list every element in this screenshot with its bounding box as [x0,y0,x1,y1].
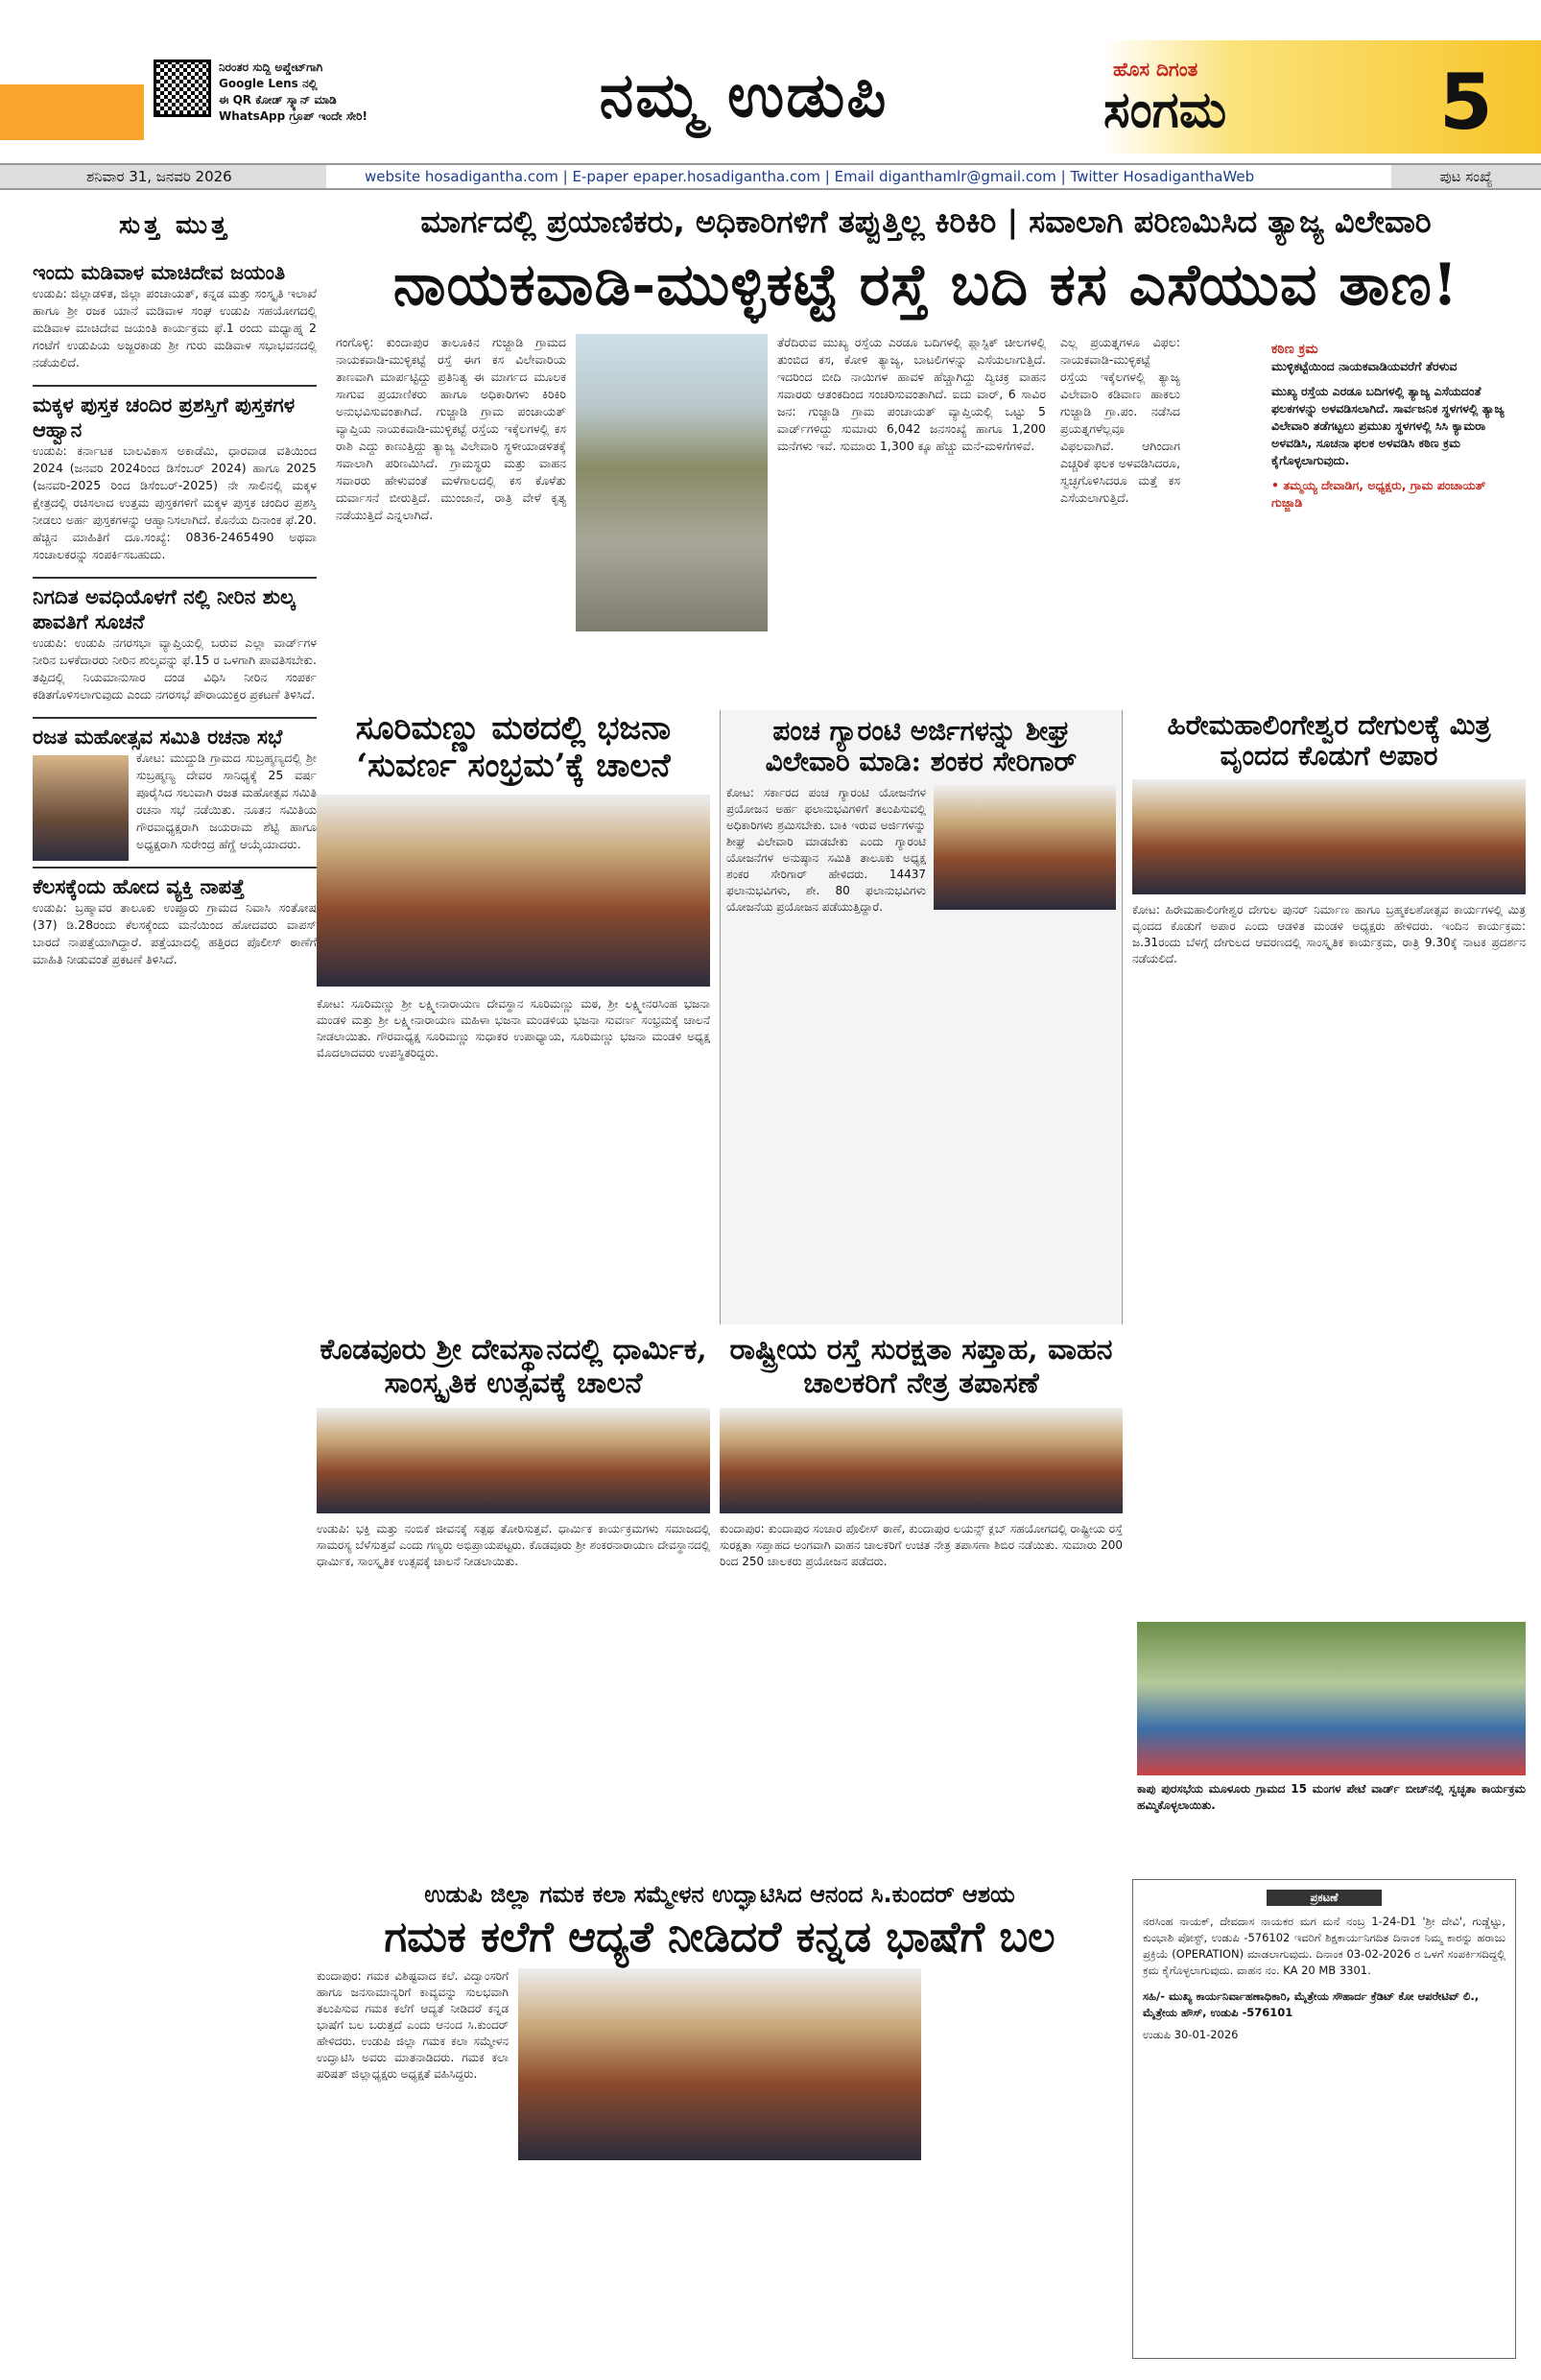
article-body: ಕೋಟ: ಸೂರಿಮಣ್ಣು ಶ್ರೀ ಲಕ್ಷ್ಮೀನಾರಾಯಣ ದೇವಸ್ಥಾನ ಸೂರಿಮಣ್ಣು ಮಠ, ಶ್ರೀ ಲಕ್ಷ್ಮೀನರಸಿಂಹ ಭಜನಾ ಮಂಡಳಿ ಮತ್ತು ಶ್ರೀ ಲಕ್ಷ್ಮೀನಾರಾಯಣ ಮಹಿಳಾ ಭಜನಾ ಮಂಡಳಿಯ ಭಜನಾ ಸುವರ್ಣ ಸಂಭ್ರಮಕ್ಕೆ ಚಾಲನೆ ನೀಡಲಾಯಿತು. ಗೌರವಾಧ್ಯಕ್ಷ ಸೂರಿಮಣ್ಣು ಸುಧಾಕರ ಉಪಾಧ್ಯಾಯ, ಸೂರಿಮಣ್ಣು ಭಜನಾ ಮಂಡಳಿ ಅಧ್ಯಕ್ಷ ಮೊದಲಾದವರು ಉಪಸ್ಥಿತರಿದ್ದರು. [317,997,710,1060]
issue-date: ಶನಿವಾರ 31, ಜನವರಿ 2026 [0,165,326,188]
sidebar-body: ಮುಖ್ಯ ರಸ್ತೆಯ ಎರಡೂ ಬದಿಗಳಲ್ಲಿ ತ್ಯಾಜ್ಯ ಎಸೆಯದಂತೆ ಫಲಕಗಳನ್ನು ಅಳವಡಿಸಲಾಗಿದೆ. ಸಾರ್ವಜನಿಕ ಸ್ಥಳಗಳಲ್ಲಿ ತ್ಯಾಜ್ಯ ವಿಲೇವಾರಿ ತಡೆಗಟ್ಟಲು ಪ್ರಮುಖ ಸ್ಥಳಗಳಲ್ಲಿ ಸಿಸಿ ಕ್ಯಾಮರಾ ಅಳವಡಿಸಿ, ಸೂಚನಾ ಫಲಕ ಅಳವಡಿಸಿ ಕಠಿಣ ಕ್ರಮ ಕೈಗೊಳ್ಳಲಾಗುವುದು. [1271,384,1505,467]
page-label: ಪುಟ ಸಂಖ್ಯೆ [1391,165,1541,188]
column-header: ಸುತ್ತ ಮುತ್ತ [118,211,231,240]
public-notice [1132,1879,1516,2359]
person-photo [33,755,129,861]
article-photo [518,1968,921,2160]
brief-title: ರಜತ ಮಹೋತ್ಸವ ಸಮಿತಿ ರಚನಾ ಸಭೆ [33,717,317,750]
article-headline: ಗಮಕ ಕಲೆಗೆ ಆದ್ಯತೆ ನೀಡಿದರೆ ಕನ್ನಡ ಭಾಷೆಗೆ ಬಲ [384,1913,1055,1962]
notice-signature: ಸಹಿ/- ಮುಖ್ಯ ಕಾರ್ಯನಿರ್ವಾಹಣಾಧಿಕಾರಿ, ಮೈತ್ರೇಯ ಸೌಹಾರ್ದ ಕ್ರೆಡಿಟ್ ಕೋ ಆಪರೇಟಿವ್ ಲಿ., ಮೈತ್ರೇಯ ಹೌಸ್, ಉಡುಪಿ -576101 [1143,1989,1480,2019]
article-body: ಕೋಟ: ಸರ್ಕಾರದ ಪಂಚ ಗ್ಯಾರಂಟಿ ಯೋಜನೆಗಳ ಪ್ರಯೋಜನ ಅರ್ಹ ಫಲಾನುಭವಿಗಳಿಗೆ ತಲುಪಿಸುವಲ್ಲಿ ಅಧಿಕಾರಿಗಳು ಶ್ರಮಿಸಬೇಕು. ಬಾಕಿ ಇರುವ ಅರ್ಜಿಗಳನ್ನು ಶೀಘ್ರ ವಿಲೇವಾರಿ ಮಾಡಬೇಕು ಎಂದು ಗ್ಯಾರಂಟಿ ಯೋಜನೆಗಳ ಅನುಷ್ಠಾನ ಸಮಿತಿ ತಾಲೂಕು ಅಧ್ಯಕ್ಷ ಶಂಕರ ಸೇರಿಗಾರ್ ಹೇಳಿದರು. 14437 ಫಲಾನುಭವಿಗಳು, ಶೇ. 80 ಫಲಾನುಭವಿಗಳು ಯೋಜನೆಯ ಪ್ರಯೋಜನ ಪಡೆಯುತ್ತಿದ್ದಾರೆ. [726,786,926,915]
article-photo [1132,779,1526,894]
orange-bar [0,84,144,140]
brief-body: ಉಡುಪಿ: ಉಡುಪಿ ನಗರಸಭಾ ವ್ಯಾಪ್ತಿಯಲ್ಲಿ ಬರುವ ಎಲ್ಲಾ ವಾರ್ಡ್‌ಗಳ ನೀರಿನ ಬಳಕೆದಾರರು ನೀರಿನ ಶುಲ್ಕವನ್ನು ಫೆ.15 ರ ಒಳಗಾಗಿ ಪಾವತಿಸಬೇಕು. ತಪ್ಪಿದಲ್ಲಿ ನಿಯಮಾನುಸಾರ ದಂಡ ವಿಧಿಸಿ ನೀರಿನ ಸಂಪರ್ಕ ಕಡಿತಗೊಳಿಸಲಾಗುವುದು ಎಂದು ನಗರಸಭೆ ಪೌರಾಯುಕ್ತರ ಪ್ರಕಟಣೆ ತಿಳಿಸಿದೆ. [33,635,317,702]
qr-code-icon[interactable] [154,60,211,117]
notice-body: ನರಸಿಂಹ ನಾಯಕ್, ದೇವದಾಸ ನಾಯಕರ ಮಗ ಮನೆ ನಂಬ್ರ 1-24-D1 'ಶ್ರೀ ದೇವಿ', ಗುಡ್ಡೆಟ್ಟು, ಕುಂಭಾಶಿ ಪೋಸ್ಟ್, ಉಡುಪಿ -576102 ಇವರಿಗೆ ಶಿಕ್ಷಕಾರ್ಯನಿಗದಿತ ದಿನಾಂಕ ನಿಮ್ಮ ಕಾರನ್ನು ಹರಾಜು ಪ್ರಕ್ರಿಯೆ (OPERATION) ಮಾಡಲಾಗುವುದು. ದಿನಾಂಕ 03-02-2026 ರ ಒಳಗೆ ಸಂಪರ್ಕಿಸದಿದ್ದಲ್ಲಿ ಕ್ರಮ ಕೈಗೊಳ್ಳಲಾಗುವುದು. ವಾಹನ ನಂ. KA 20 MB 3301. [1143,1915,1505,1977]
lead-kicker: ಮಾರ್ಗದಲ್ಲಿ ಪ್ರಯಾಣಿಕರು, ಅಧಿಕಾರಿಗಳಿಗೆ ತಪ್ಪುತ್ತಿಲ್ಲ ಕಿರಿಕಿರಿ | ಸವಾಲಾಗಿ ಪರಿಣಮಿಸಿದ ತ್ಯಾಜ್ಯ ವಿಲೇವಾರಿ [420,203,1432,240]
info-strip [0,163,1541,190]
brief-body: ಕೋಟ: ಮುದ್ದುಡಿ ಗ್ರಾಮದ ಸುಬ್ರಹ್ಮಣ್ಯದಲ್ಲಿ ಶ್ರೀ ಸುಬ್ರಹ್ಮಣ್ಯ ದೇವರ ಸಾನಿಧ್ಯಕ್ಕೆ 25 ವರ್ಷ ಪೂರೈಸಿದ ಸಲುವಾಗಿ ರಜತ ಮಹೋತ್ಸವ ಸಮಿತಿ ರಚನಾ ಸಭೆ ನಡೆಯಿತು. ನೂತನ ಸಮಿತಿಯ ಗೌರವಾಧ್ಯಕ್ಷರಾಗಿ ಜಯರಾಮ ಶೆಟ್ಟಿ ಹಾಗೂ ಅಧ್ಯಕ್ಷರಾಗಿ ಸುರೇಂದ್ರ ಹೆಗ್ಡೆ ಆಯ್ಕೆಯಾದರು. [136,750,317,851]
article-headline: ಹಿರೇಮಹಾಲಿಂಗೇಶ್ವರ ದೇಗುಲಕ್ಕೆ ಮಿತ್ರ ವೃಂದದ ಕೊಡುಗೆ ಅಪಾರ [1167,710,1491,773]
lead-headline: ನಾಯಕವಾಡಿ-ಮುಳ್ಳಿಕಟ್ಟೆ ರಸ್ತೆ ಬದಿ ಕಸ ಎಸೆಯುವ ತಾಣ! [392,251,1459,319]
contact-links[interactable]: website hosadigantha.com | E-paper epaper.hosadigantha.com | Email diganthamlr@gmail.com | Twitter HosadiganthaWeb [365,168,1255,185]
section-title: ಸಂಗಮ [1103,81,1227,139]
article-body: ಕುಂದಾಪುರ: ಗಮಕ ವಿಶಿಷ್ಟವಾದ ಕಲೆ. ವಿದ್ವಾಂಸರಿಗೆ ಹಾಗೂ ಜನಸಾಮಾನ್ಯರಿಗೆ ಕಾವ್ಯವನ್ನು ಸುಲಭವಾಗಿ ತಲುಪಿಸುವ ಗಮಕ ಕಲೆಗೆ ಆದ್ಯತೆ ನೀಡಿದರೆ ಕನ್ನಡ ಭಾಷೆಗೆ ಬಲ ಬರುತ್ತದೆ ಎಂದು ಆನಂದ ಸಿ.ಕುಂದರ್ ಹೇಳಿದರು. ಉಡುಪಿ ಜಿಲ್ಲಾ ಗಮಕ ಕಲಾ ಸಮ್ಮೇಳನ ಉದ್ಘಾಟಿಸಿ ಅವರು ಮಾತನಾಡಿದರು. ಗಮಕ ಕಲಾ ಪರಿಷತ್ ಜಿಲ್ಲಾಧ್ಯಕ್ಷರು ಅಧ್ಯಕ್ಷತೆ ವಹಿಸಿದ್ದರು. [317,1968,509,2081]
article-photo [934,785,1116,910]
article-body: ಉಡುಪಿ: ಭಕ್ತಿ ಮತ್ತು ನಂಬಿಕೆ ಜೀವನಕ್ಕೆ ಸತ್ಪಥ ತೋರಿಸುತ್ತವೆ. ಧಾರ್ಮಿಕ ಕಾರ್ಯಕ್ರಮಗಳು ಸಮಾಜದಲ್ಲಿ ಸಾಮರಸ್ಯ ಬೆಳೆಸುತ್ತವೆ ಎಂದು ಗಣ್ಯರು ಅಭಿಪ್ರಾಯಪಟ್ಟರು. ಕೊಡವೂರು ಶ್ರೀ ಶಂಕರನಾರಾಯಣ ದೇವಸ್ಥಾನದಲ್ಲಿ ಧಾರ್ಮಿಕ, ಸಾಂಸ್ಕೃತಿಕ ಉತ್ಸವಕ್ಕೆ ಚಾಲನೆ ನೀಡಲಾಯಿತು. [317,1522,710,1568]
brief-body: ಉಡುಪಿ: ಕರ್ನಾಟಕ ಬಾಲವಿಕಾಸ ಅಕಾಡೆಮಿ, ಧಾರವಾಡ ವತಿಯಿಂದ 2024 (ಜನವರಿ 2024ರಿಂದ ಡಿಸೆಂಬರ್ 2024) ಹಾಗೂ 2025 (ಜನವರಿ-2025 ರಿಂದ ಡಿಸೆಂಬರ್-2025) ನೇ ಸಾಲಿನಲ್ಲಿ ಮಕ್ಕಳ ಕ್ಷೇತ್ರದಲ್ಲಿ ರಚಿಸಲಾದ ಉತ್ತಮ ಪುಸ್ತಕಗಳಿಗೆ ಮಕ್ಕಳ ಪುಸ್ತಕ ಚಂದಿರ ಪ್ರಶಸ್ತಿ ನೀಡಲು ಅರ್ಹ ಪುಸ್ತಕಗಳನ್ನು ಆಹ್ವಾನಿಸಲಾಗಿದೆ. ಕೊನೆಯ ದಿನಾಂಕ ಫೆ.20. ಹೆಚ್ಚಿನ ಮಾಹಿತಿಗೆ ದೂ.ಸಂಖ್ಯೆ: 0836-2465490 ಅಥವಾ ಸಂಚಾಲಕರನ್ನು ಸಂಪರ್ಕಿಸಬಹುದು. [33,443,317,561]
masthead [0,0,1541,154]
brand-name: ಹೊಸ ದಿಗಂತ [1113,58,1198,81]
lead-body-continued: ತೆರೆದಿರುವ ಮುಖ್ಯ ರಸ್ತೆಯ ಎರಡೂ ಬದಿಗಳಲ್ಲಿ ಪ್ಲಾಸ್ಟಿಕ್ ಚೀಲಗಳಲ್ಲಿ ತುಂಬಿದ ಕಸ, ಕೋಳಿ ತ್ಯಾಜ್ಯ, ಬಾಟಲಿಗಳನ್ನು ಎಸೆಯಲಾಗುತ್ತಿದೆ. ಇದರಿಂದ ಬೀದಿ ನಾಯಿಗಳ ಹಾವಳಿ ಹೆಚ್ಚಾಗಿದ್ದು ದ್ವಿಚಕ್ರ ವಾಹನ ಸವಾರರು ಆತಂಕದಿಂದ ಸಂಚರಿಸುವಂತಾಗಿದೆ. ಐದು ವಾರ್, 6 ಸಾವಿರ ಜನ: ಗುಜ್ಜಾಡಿ ಗ್ರಾಮ ಪಂಚಾಯತ್ ವ್ಯಾಪ್ತಿಯಲ್ಲಿ ಒಟ್ಟು 5 ವಾರ್ಡ್‌ಗಳಿದ್ದು ಸುಮಾರು 6,042 ಜನಸಂಖ್ಯೆ ಹಾಗೂ 1,200 ಮನೆಗಳು ಇವೆ. ಸುಮಾರು 1,300 ಕ್ಕೂ ಹೆಚ್ಚು ಮನೆ-ಮಳಿಗೆಗಳಿವೆ. ಎಲ್ಲ ಪ್ರಯತ್ನಗಳೂ ವಿಫಲ: ನಾಯಕವಾಡಿ-ಮುಳ್ಳಿಕಟ್ಟೆ ರಸ್ತೆಯ ಇಕ್ಕೆಲಗಳಲ್ಲಿ ತ್ಯಾಜ್ಯ ವಿಲೇವಾರಿ ಕಡಿವಾಣ ಹಾಕಲು ಗುಜ್ಜಾಡಿ ಗ್ರಾ.ಪಂ. ನಡೆಸಿದ ಪ್ರಯತ್ನಗಳೆಲ್ಲವೂ ವಿಫಲವಾಗಿವೆ. ಆಗಿಂದಾಗ ಎಚ್ಚರಿಕೆ ಫಲಕ ಅಳವಡಿಸಿದರೂ, ಸ್ವಚ್ಛಗೊಳಿಸಿದರೂ ಮತ್ತೆ ಕಸ ಎಸೆಯಲಾಗುತ್ತಿದೆ. [777,335,1180,505]
article-headline: ರಾಷ್ಟ್ರೀಯ ರಸ್ತೆ ಸುರಕ್ಷತಾ ಸಪ್ತಾಹ, ವಾಹನ ಚಾಲಕರಿಗೆ ನೇತ್ರ ತಪಾಸಣೆ [729,1334,1113,1400]
brief-title: ಕೆಲಸಕ್ಕೆಂದು ಹೋದ ವ್ಯಕ್ತಿ ನಾಪತ್ತೆ [33,867,317,899]
photo-news [1137,1622,1526,1852]
article-guarantee [720,710,1123,1324]
lead-body: ಗಂಗೊಳ್ಳಿ: ಕುಂದಾಪುರ ತಾಲೂಕಿನ ಗುಜ್ಜಾಡಿ ಗ್ರಾಮದ ನಾಯಕವಾಡಿ-ಮುಳ್ಳಿಕಟ್ಟೆ ರಸ್ತೆ ಈಗ ಕಸ ವಿಲೇವಾರಿಯ ತಾಣವಾಗಿ ಮಾರ್ಪಟ್ಟಿದ್ದು ಪ್ರತಿನಿತ್ಯ ಈ ಮಾರ್ಗದ ಮೂಲಕ ಸಾಗುವ ಪ್ರಯಾಣಿಕರು ಹಾಗೂ ಅಧಿಕಾರಿಗಳು ಕಿರಿಕಿರಿ ಅನುಭವಿಸುವಂತಾಗಿದೆ. ಗುಜ್ಜಾಡಿ ಗ್ರಾಮ ಪಂಚಾಯತ್ ವ್ಯಾಪ್ತಿಯ ನಾಯಕವಾಡಿ-ಮುಳ್ಳಿಕಟ್ಟೆ ರಸ್ತೆಯ ಇಕ್ಕೆಲಗಳಲ್ಲಿ ಕಸ ರಾಶಿ ಎದ್ದು ಕಾಣುತ್ತಿದ್ದು ತ್ಯಾಜ್ಯ ವಿಲೇವಾರಿ ಸ್ಥಳೀಯಾಡಳಿತಕ್ಕೆ ಸವಾಲಾಗಿ ಪರಿಣಮಿಸಿದೆ. ಗ್ರಾಮಸ್ಥರು ಮತ್ತು ವಾಹನ ಸವಾರರು ಹೇಳುವಂತೆ ಮಳೆಗಾಲದಲ್ಲಿ ಕಸ ಕೊಳೆತು ದುರ್ವಾಸನೆ ಬೀರುತ್ತಿದೆ. ಮುಂಜಾನೆ, ರಾತ್ರಿ ವೇಳೆ ಕೃತ್ಯ ನಡೆಯುತ್ತಿದೆ ಎನ್ನಲಾಗಿದೆ. [336,335,566,522]
article-kodavoor [317,1334,710,1871]
brief-title: ನಿಗದಿತ ಅವಧಿಯೊಳಗೆ ನಲ್ಲಿ ನೀರಿನ ಶುಲ್ಕ ಪಾವತಿಗೆ ಸೂಚನೆ [33,577,317,634]
brief-body: ಉಡುಪಿ: ಜಿಲ್ಲಾಡಳಿತ, ಜಿಲ್ಲಾ ಪಂಚಾಯತ್, ಕನ್ನಡ ಮತ್ತು ಸಂಸ್ಕೃತಿ ಇಲಾಖೆ ಹಾಗೂ ಶ್ರೀ ರಜಕ ಯಾನೆ ಮಡಿವಾಳ ಸಂಘ ಉಡುಪಿ ಸಹಯೋಗದಲ್ಲಿ ಮಡಿವಾಳ ಮಾಚಿದೇವ ಜಯಂತಿ ಕಾರ್ಯಕ್ರಮ ಫೆ.1 ರಂದು ಮಧ್ಯಾಹ್ನ 2 ಗಂಟೆಗೆ ಉಡುಪಿಯ ಅಜ್ಜರಕಾಡು ಶ್ರೀ ಗುರು ಮಡಿವಾಳ ಸಭಾಭವನದಲ್ಲಿ ನಡೆಯಲಿದೆ. [33,286,317,369]
left-column [33,211,317,2361]
article-photo [317,795,710,987]
sidebar-quote [1271,341,1521,667]
qr-instructions: ನಿರಂತರ ಸುದ್ದಿ ಅಪ್ಡೇಟ್‌ಗಾಗಿ Google Lens ನಲ್ಲಿ ಈ QR ಕೋಡ್ ಸ್ಕ್ಯಾನ್ ಮಾಡಿ WhatsApp ಗ್ರೂಪ್ ಇಂದೇ ಸೇರಿ! [219,60,367,123]
sidebar-credit: • ತಮ್ಮಯ್ಯ ದೇವಾಡಿಗ, ಅಧ್ಯಕ್ಷರು, ಗ್ರಾಮ ಪಂಚಾಯತ್ ಗುಜ್ಜಾಡಿ [1271,478,1486,510]
notice-title: ಪ್ರಕಟಣೆ [1267,1890,1382,1906]
notice-date: ಉಡುಪಿ 30-01-2026 [1143,2028,1239,2041]
cleanup-photo [1137,1622,1526,1775]
page-number: 5 [1439,58,1493,147]
article-headline: ಕೊಡವೂರು ಶ್ರೀ ದೇವಸ್ಥಾನದಲ್ಲಿ ಧಾರ್ಮಿಕ, ಸಾಂಸ್ಕೃತಿಕ ಉತ್ಸವಕ್ಕೆ ಚಾಲನೆ [320,1334,707,1400]
article-photo [317,1408,710,1513]
sidebar-tag: ಕಠಿಣ ಕ್ರಮ [1271,342,1318,357]
article-gamaka [317,1881,1123,2361]
article-kicker: ಉಡುಪಿ ಜಿಲ್ಲಾ ಗಮಕ ಕಲಾ ಸಮ್ಮೇಳನ ಉದ್ಘಾಟಿಸಿದ ಆನಂದ ಸಿ.ಕುಂದರ್ ಆಶಯ [424,1881,1015,1908]
brief-title: ಮಕ್ಕಳ ಪುಸ್ತಕ ಚಂದಿರ ಪ್ರಶಸ್ತಿಗೆ ಪುಸ್ತಕಗಳ ಆಹ್ವಾನ [33,385,317,442]
article-temple [1132,710,1526,1324]
article-body: ಕೋಟ: ಹಿರೇಮಹಾಲಿಂಗೇಶ್ವರ ದೇಗುಲ ಪುನರ್ ನಿರ್ಮಾಣ ಹಾಗೂ ಬ್ರಹ್ಮಕಲಶೋತ್ಸವ ಕಾರ್ಯಗಳಲ್ಲಿ ಮಿತ್ರ ವೃಂದದ ಕೊಡುಗೆ ಅಪಾರ ಎಂದು ಆಡಳಿತ ಮಂಡಳಿ ಅಧ್ಯಕ್ಷರು ಹೇಳಿದರು. ಇಂದಿನ ಕಾರ್ಯಕ್ರಮ: ಜ.31ರಂದು ಬೆಳಗ್ಗೆ ದೇಗುಲದ ಆವರಣದಲ್ಲಿ ಸಾಂಸ್ಕೃತಿಕ ಕಾರ್ಯಕ್ರಮ, ರಾತ್ರಿ 9.30ಕ್ಕೆ ನಾಟಕ ಪ್ರದರ್ಶನ ನಡೆಯಲಿದೆ. [1132,903,1526,966]
article-headline: ಪಂಚ ಗ್ಯಾರಂಟಿ ಅರ್ಜಿಗಳನ್ನು ಶೀಘ್ರ ವಿಲೇವಾರಿ ಮಾಡಿ: ಶಂಕರ ಸೇರಿಗಾರ್ [765,715,1078,778]
article-road-safety [720,1334,1123,1871]
article-headline: ಸೂರಿಮಣ್ಣು ಮಠದಲ್ಲಿ ಭಜನಾ ‘ಸುವರ್ಣ ಸಂಭ್ರಮ’ಕ್ಕೆ ಚಾಲನೆ [355,710,672,786]
page-title: ನಮ್ಮ ಉಡುಪಿ [599,60,889,131]
article-bhajana [317,710,710,1324]
sidebar-sub: ಮುಳ್ಳಿಕಟ್ಟೆಯಿಂದ ನಾಯಕವಾಡಿಯವರೆಗೆ ತೆರಳುವ [1271,359,1458,373]
article-photo [720,1408,1123,1513]
road-garbage-photo [576,334,768,631]
brief-body: ಉಡುಪಿ: ಬ್ರಹ್ಮಾವರ ತಾಲೂಕು ಉಪ್ಪೂರು ಗ್ರಾಮದ ನಿವಾಸಿ ಸಂತೋಷ (37) ಡಿ.28ರಂದು ಕೆಲಸಕ್ಕೆಂದು ಮನೆಯಿಂದ ಹೋದವರು ವಾಪಸ್ ಬಾರದೆ ನಾಪತ್ತೆಯಾಗಿದ್ದಾರೆ. ಪತ್ತೆಯಾದಲ್ಲಿ ಹತ್ತಿರದ ಪೊಲೀಸ್ ಠಾಣೆಗೆ ಮಾಹಿತಿ ನೀಡುವಂತೆ ಪ್ರಕಟಣೆ ತಿಳಿಸಿದೆ. [33,900,317,966]
photo-caption: ಕಾಪು ಪುರಸಭೆಯ ಮೂಳೂರು ಗ್ರಾಮದ 15 ಮಂಗಳ ಪೇಟೆ ವಾರ್ಡ್ ಬೀಚ್‌ನಲ್ಲಿ ಸ್ವಚ್ಛತಾ ಕಾರ್ಯಕ್ರಮ ಹಮ್ಮಿಕೊಳ್ಳಲಾಯಿತು. [1137,1782,1526,1812]
brief-title: ಇಂದು ಮಡಿವಾಳ ಮಾಚಿದೇವ ಜಯಂತಿ [33,261,286,284]
article-body: ಕುಂದಾಪುರ: ಕುಂದಾಪುರ ಸಂಚಾರ ಪೊಲೀಸ್ ಠಾಣೆ, ಕುಂದಾಪುರ ಲಯನ್ಸ್ ಕ್ಲಬ್ ಸಹಯೋಗದಲ್ಲಿ ರಾಷ್ಟ್ರೀಯ ರಸ್ತೆ ಸುರಕ್ಷತಾ ಸಪ್ತಾಹದ ಅಂಗವಾಗಿ ವಾಹನ ಚಾಲಕರಿಗೆ ಉಚಿತ ನೇತ್ರ ತಪಾಸಣಾ ಶಿಬಿರ ನಡೆಯಿತು. ಸುಮಾರು 200 ರಿಂದ 250 ಚಾಲಕರು ಪ್ರಯೋಜನ ಪಡೆದರು. [720,1522,1123,1568]
